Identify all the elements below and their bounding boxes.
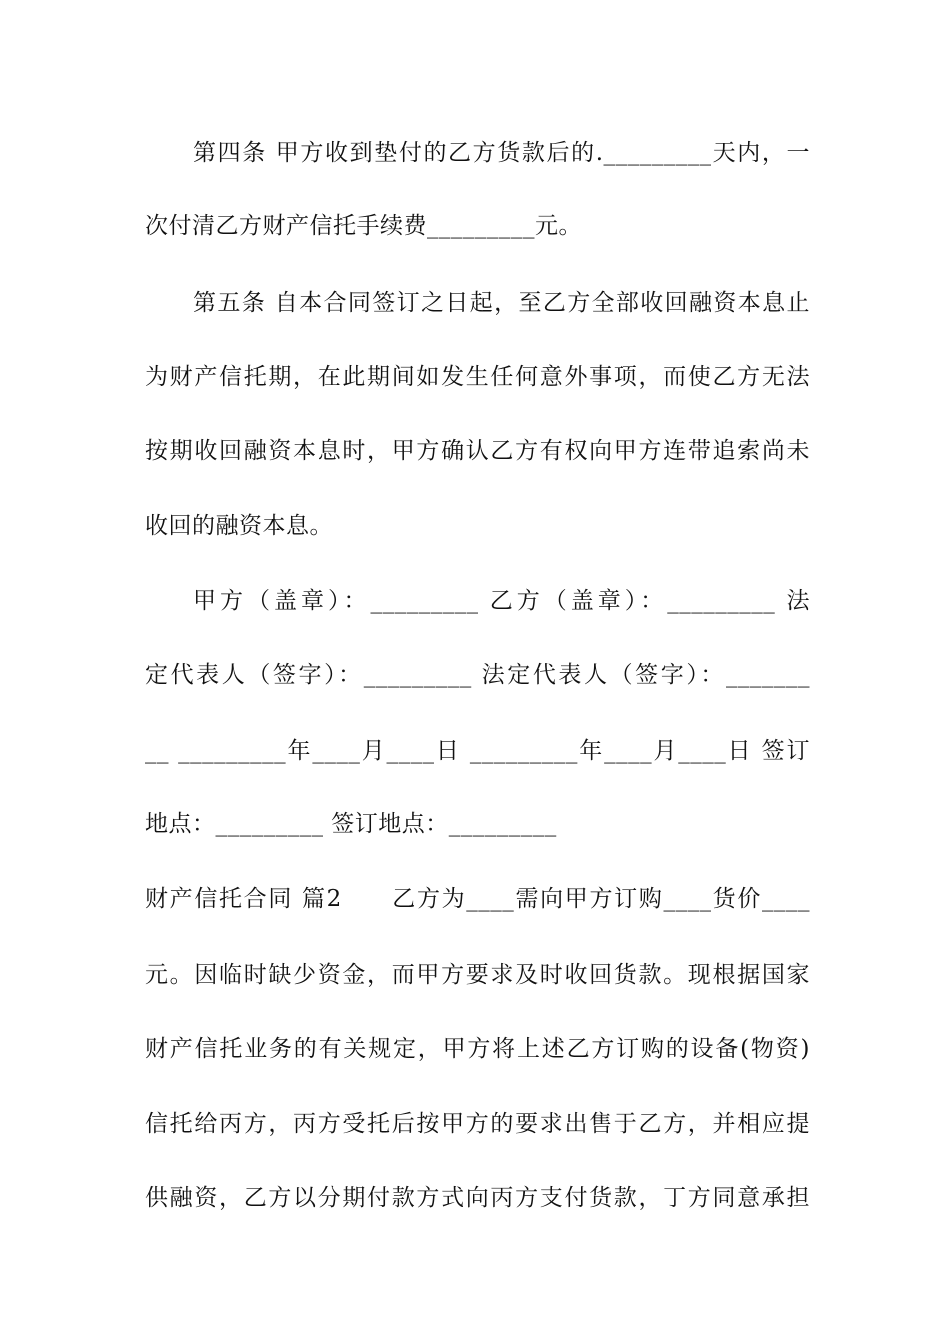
text-line: 甲方（盖章）：_________ 乙方（盖章）：_________ 法: [193, 588, 810, 614]
text-line: 第四条 甲方收到垫付的乙方货款后的._________天内，一: [193, 140, 810, 166]
text-line: 次付清乙方财产信托手续费_________元。: [145, 213, 582, 239]
text-line: 地点：_________ 签订地点：_________: [145, 811, 557, 837]
text-line: 元。因临时缺少资金，而甲方要求及时收回货款。现根据国家: [145, 962, 810, 988]
text-line: 为财产信托期，在此期间如发生任何意外事项，而使乙方无法: [145, 364, 810, 390]
text-line: 财产信托合同 篇2 乙方为____需向甲方订购____货价____: [145, 886, 810, 912]
text-line: 信托给丙方，丙方受托后按甲方的要求出售于乙方，并相应提: [145, 1111, 810, 1137]
text-line: 第五条 自本合同签订之日起，至乙方全部收回融资本息止: [193, 290, 810, 316]
text-line: 按期收回融资本息时，甲方确认乙方有权向甲方连带追索尚未: [145, 438, 810, 464]
text-line: 财产信托业务的有关规定，甲方将上述乙方订购的设备(物资): [145, 1036, 810, 1062]
text-line: 收回的融资本息。: [145, 513, 333, 539]
text-line: 定代表人（签字）：_________ 法定代表人（签字）：_______: [145, 662, 810, 688]
text-line: __ _________年____月____日 _________年____月____日 签订: [145, 738, 810, 764]
text-line: 供融资，乙方以分期付款方式向丙方支付货款，丁方同意承担: [145, 1185, 810, 1211]
